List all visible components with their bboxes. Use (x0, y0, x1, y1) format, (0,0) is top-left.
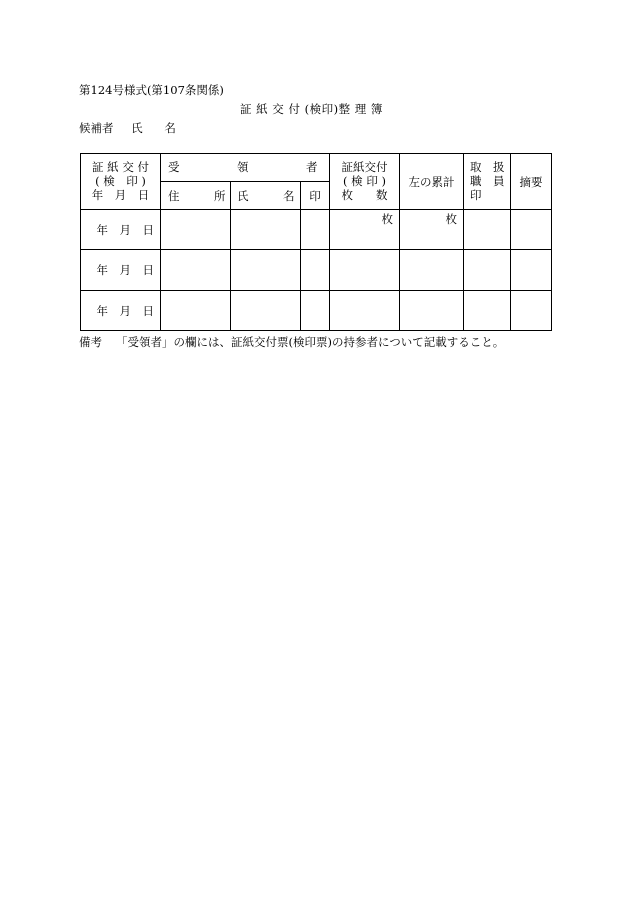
header-name: 氏 名 (231, 182, 301, 210)
candidate-char-1: 氏 (131, 121, 143, 135)
row-staff-cell (464, 210, 511, 250)
row-date-cell: 年 月 日 (81, 250, 161, 291)
ledger-table (80, 153, 552, 331)
row-seal-cell (301, 210, 330, 250)
remarks-note (79, 334, 504, 350)
row-cumulative-cell: 枚 (400, 210, 464, 250)
row-name-cell (231, 250, 301, 291)
header-staff-seal: 取 扱 職 員 印 (464, 154, 511, 210)
row-staff-cell (464, 291, 511, 331)
candidate-char-2: 名 (164, 121, 176, 135)
row-count-cell: 枚 (330, 210, 400, 250)
row-date-cell: 年 月 日 (81, 210, 161, 250)
table-row (81, 210, 552, 250)
header-seal: 印 (301, 182, 330, 210)
row-address-cell (161, 291, 231, 331)
header-issue-date: 証 紙 交 付 ( 検 印 ) 年 月 日 (81, 154, 161, 210)
candidate-label: 候補者 (79, 121, 114, 135)
row-date-cell: 年 月 日 (81, 291, 161, 331)
row-name-cell (231, 291, 301, 331)
row-cumulative-cell (400, 250, 464, 291)
row-address-cell (161, 210, 231, 250)
row-seal-cell (301, 250, 330, 291)
header-address: 住 所 (161, 182, 231, 210)
header-summary: 摘要 (511, 154, 552, 210)
row-seal-cell (301, 291, 330, 331)
candidate-name-line (79, 120, 176, 136)
document-title: 証 紙 交 付 (検印)整 理 簿 (240, 102, 383, 116)
header-cumulative: 左の累計 (400, 154, 464, 210)
remarks-text: 「受領者」の欄には、証紙交付票(検印票)の持参者について記載すること。 (116, 335, 505, 349)
row-count-cell (330, 291, 400, 331)
remarks-label: 備考 (79, 335, 102, 349)
row-count-cell (330, 250, 400, 291)
header-issued-count: 証紙交付 ( 検 印 ) 枚 数 (330, 154, 400, 210)
table-row (81, 291, 552, 331)
row-summary-cell (511, 210, 552, 250)
row-summary-cell (511, 250, 552, 291)
row-summary-cell (511, 291, 552, 331)
row-staff-cell (464, 250, 511, 291)
row-name-cell (231, 210, 301, 250)
row-address-cell (161, 250, 231, 291)
row-cumulative-cell (400, 291, 464, 331)
header-recipient: 受 領 者 (161, 154, 330, 182)
table-row (81, 250, 552, 291)
form-number: 第124号様式(第107条関係) (79, 83, 224, 97)
